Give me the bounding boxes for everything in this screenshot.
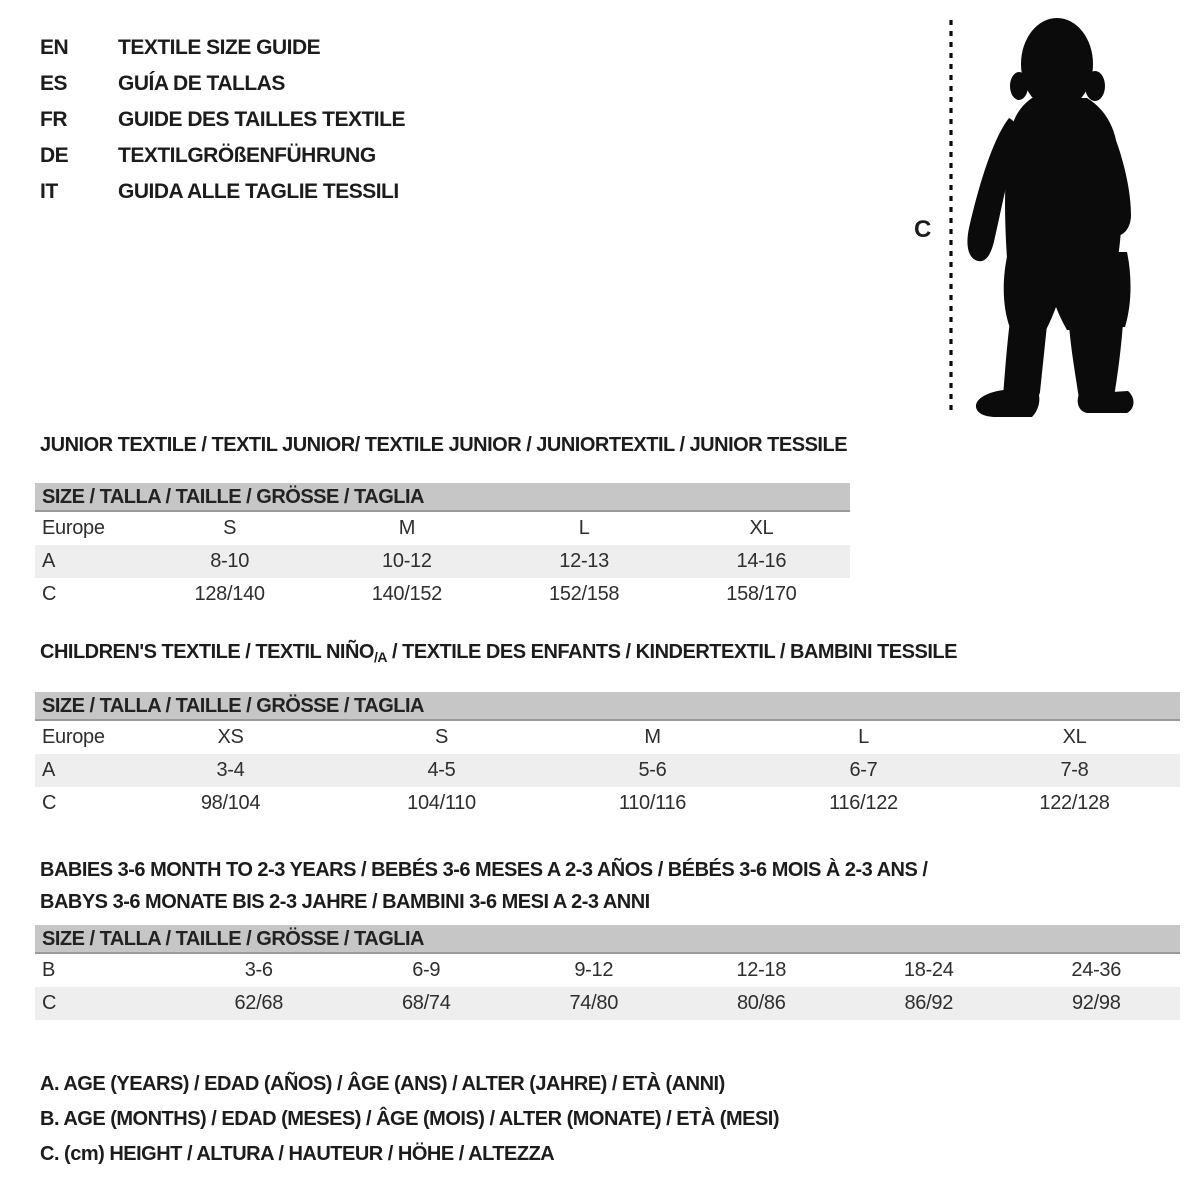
guide-title-fr: GUIDE DES TAILLES TEXTILE bbox=[118, 108, 405, 131]
months-cell: 18-24 bbox=[903, 959, 954, 981]
row-label: C bbox=[42, 992, 57, 1014]
age-cell: 5-6 bbox=[638, 759, 667, 781]
junior-row-europe bbox=[35, 512, 850, 545]
babies-row-height bbox=[35, 987, 1180, 1020]
junior-row-age bbox=[35, 545, 850, 578]
junior-row-height bbox=[35, 578, 850, 611]
language-code: DE bbox=[40, 144, 69, 167]
language-title-list bbox=[40, 30, 405, 210]
babies-size-table bbox=[35, 925, 1180, 1020]
height-cell: 80/86 bbox=[736, 992, 786, 1014]
height-cell: 110/116 bbox=[618, 792, 687, 814]
babies-size-header: SIZE / TALLA / TAILLE / GRÖSSE / TAGLIA bbox=[35, 925, 1180, 954]
size-cell: XL bbox=[749, 517, 774, 539]
measure-legend bbox=[40, 1067, 779, 1172]
height-cell: 116/122 bbox=[829, 792, 898, 814]
height-cell: 152/158 bbox=[549, 583, 620, 605]
junior-size-header: SIZE / TALLA / TAILLE / GRÖSSE / TAGLIA bbox=[35, 483, 850, 512]
height-cell: 92/98 bbox=[1071, 992, 1121, 1014]
height-cell: 68/74 bbox=[401, 992, 451, 1014]
height-cell: 74/80 bbox=[569, 992, 619, 1014]
size-cell: M bbox=[398, 517, 416, 539]
size-cell: S bbox=[223, 517, 237, 539]
months-cell: 12-18 bbox=[736, 959, 787, 981]
baby-silhouette-image bbox=[900, 10, 1160, 430]
language-row-en bbox=[40, 30, 405, 66]
guide-title-de: TEXTILGRÖßENFÜHRUNG bbox=[118, 144, 376, 167]
guide-title-it: GUIDA ALLE TAGLIE TESSILI bbox=[118, 180, 399, 203]
children-row-europe bbox=[35, 721, 1180, 754]
age-cell: 4-5 bbox=[427, 759, 456, 781]
row-label: A bbox=[42, 759, 56, 781]
children-size-table bbox=[35, 692, 1180, 820]
language-row-it bbox=[40, 174, 405, 210]
height-measure-label: C bbox=[914, 216, 932, 243]
height-cell: 86/92 bbox=[904, 992, 954, 1014]
row-label: A bbox=[42, 550, 56, 572]
junior-size-table bbox=[35, 483, 850, 611]
language-code: FR bbox=[40, 108, 67, 131]
legend-line-c: C. (cm) HEIGHT / ALTURA / HAUTEUR / HÖHE / ALTEZZA bbox=[40, 1143, 555, 1165]
months-cell: 3-6 bbox=[244, 959, 273, 981]
height-cell: 62/68 bbox=[234, 992, 284, 1014]
row-label: B bbox=[42, 959, 56, 981]
age-cell: 10-12 bbox=[382, 550, 432, 572]
language-row-de bbox=[40, 138, 405, 174]
months-cell: 6-9 bbox=[412, 959, 441, 981]
row-label: Europe bbox=[42, 517, 105, 539]
months-cell: 9-12 bbox=[574, 959, 614, 981]
babies-section-title bbox=[40, 854, 927, 918]
children-section-title bbox=[40, 641, 957, 665]
children-size-header: SIZE / TALLA / TAILLE / GRÖSSE / TAGLIA bbox=[35, 692, 1180, 721]
age-cell: 6-7 bbox=[849, 759, 878, 781]
children-title-pre: CHILDREN'S TEXTILE / TEXTIL NIÑO bbox=[40, 641, 374, 663]
height-cell: 98/104 bbox=[200, 792, 261, 814]
height-cell: 158/170 bbox=[726, 583, 797, 605]
size-cell: XL bbox=[1062, 726, 1087, 748]
guide-title-en: TEXTILE SIZE GUIDE bbox=[118, 36, 321, 59]
baby-silhouette-graphic bbox=[967, 18, 1133, 417]
babies-title-line2: BABYS 3-6 MONATE BIS 2-3 JAHRE / BAMBINI 3-6 MESI A 2-3 ANNI bbox=[40, 891, 650, 913]
language-code: ES bbox=[40, 72, 68, 95]
children-row-height bbox=[35, 787, 1180, 820]
language-row-es bbox=[40, 66, 405, 102]
age-cell: 8-10 bbox=[210, 550, 250, 572]
size-cell: L bbox=[578, 517, 590, 539]
height-cell: 128/140 bbox=[194, 583, 265, 605]
height-cell: 140/152 bbox=[371, 583, 442, 605]
row-label: Europe bbox=[42, 726, 105, 748]
size-cell: S bbox=[434, 726, 449, 748]
row-label: C bbox=[42, 792, 57, 814]
row-label: C bbox=[42, 583, 57, 605]
legend-line-a: A. AGE (YEARS) / EDAD (AÑOS) / ÂGE (ANS) / ALTER (JAHRE) / ETÀ (ANNI) bbox=[40, 1073, 725, 1095]
children-title-post: / TEXTILE DES ENFANTS / KINDERTEXTIL / BAMBINI TESSILE bbox=[386, 641, 957, 663]
legend-line-b: B. AGE (MONTHS) / EDAD (MESES) / ÂGE (MOIS) / ALTER (MONATE) / ETÀ (MESI) bbox=[40, 1108, 780, 1130]
size-cell: XS bbox=[217, 726, 244, 748]
size-cell: L bbox=[858, 726, 869, 748]
size-cell: M bbox=[644, 726, 661, 748]
babies-title-line1: BABIES 3-6 MONTH TO 2-3 YEARS / BEBÉS 3-6 MESES A 2-3 AÑOS / BÉBÉS 3-6 MOIS À 2-3 ANS / bbox=[40, 859, 928, 881]
age-cell: 12-13 bbox=[559, 550, 609, 572]
children-row-age bbox=[35, 754, 1180, 787]
height-cell: 122/128 bbox=[1039, 792, 1110, 814]
language-row-fr bbox=[40, 102, 405, 138]
age-cell: 3-4 bbox=[216, 759, 245, 781]
height-cell: 104/110 bbox=[407, 792, 476, 814]
months-cell: 24-36 bbox=[1071, 959, 1122, 981]
language-code: EN bbox=[40, 36, 69, 59]
children-title-suffix: /A bbox=[373, 649, 387, 665]
language-code: IT bbox=[40, 180, 58, 203]
babies-row-months bbox=[35, 954, 1180, 987]
age-cell: 7-8 bbox=[1060, 759, 1089, 781]
guide-title-es: GUÍA DE TALLAS bbox=[118, 72, 285, 95]
age-cell: 14-16 bbox=[736, 550, 787, 572]
junior-section-title: JUNIOR TEXTILE / TEXTIL JUNIOR/ TEXTILE JUNIOR / JUNIORTEXTIL / JUNIOR TESSILE bbox=[40, 434, 848, 456]
